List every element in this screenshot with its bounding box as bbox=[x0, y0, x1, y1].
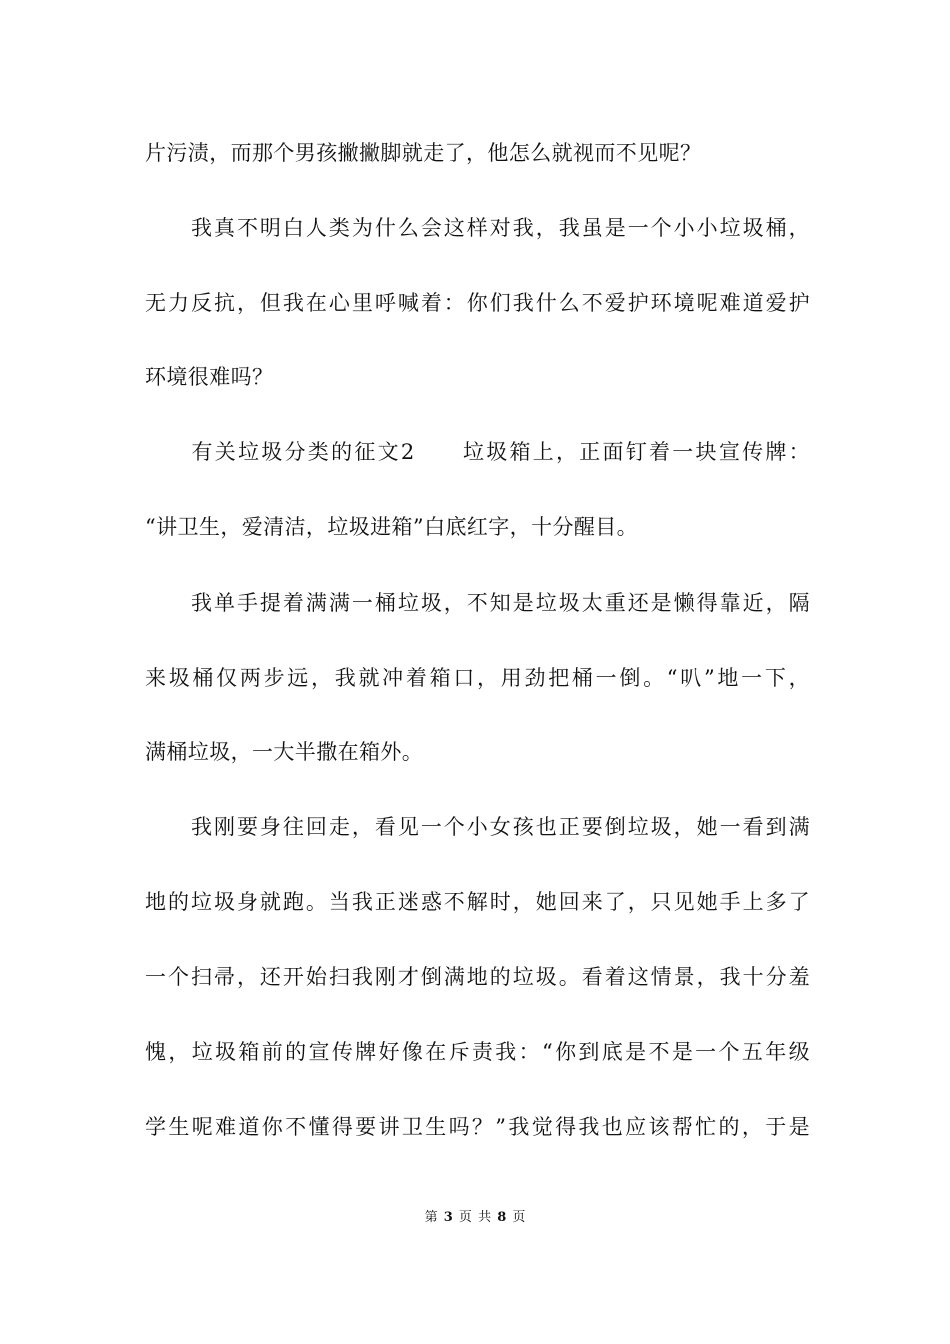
footer-total-pages: 8 bbox=[497, 1210, 507, 1225]
text-line-7: 我单手提着满满一桶垃圾，不知是垃圾太重还是懒得靠近，隔 bbox=[145, 591, 810, 615]
text-line-12: 一个扫帚，还开始扫我刚才倒满地的垃圾。看着这情景，我十分羞 bbox=[145, 965, 810, 989]
footer-page-word: 页 bbox=[458, 1210, 472, 1225]
text-line-13: 愧，垃圾箱前的宣传牌好像在斥责我：“你到底是不是一个五年级 bbox=[145, 1040, 810, 1064]
text-line-2: 我真不明白人类为什么会这样对我，我虽是一个小小垃圾桶， bbox=[145, 216, 810, 240]
footer-current-page: 3 bbox=[443, 1210, 453, 1225]
text-line-1: 片污渍，而那个男孩撇撇脚就走了，他怎么就视而不见呢？ bbox=[145, 141, 702, 165]
text-line-6: “讲卫生，爱清洁，垃圾进箱”白底红字，十分醒目。 bbox=[145, 515, 639, 539]
footer-suffix: 页 bbox=[512, 1210, 526, 1225]
text-line-11: 地的垃圾身就跑。当我正迷惑不解时，她回来了，只见她手上多了 bbox=[145, 890, 810, 914]
footer-prefix: 第 bbox=[424, 1210, 438, 1225]
text-line-3: 无力反抗，但我在心里呼喊着：你们我什么不爱护环境呢难道爱护 bbox=[145, 291, 810, 315]
text-line-14: 学生呢难道你不懂得要讲卫生吗？”我觉得我也应该帮忙的，于是 bbox=[145, 1115, 810, 1139]
footer-total-prefix: 共 bbox=[478, 1210, 492, 1225]
text-line-8: 来圾桶仅两步远，我就冲着箱口，用劲把桶一倒。“叭”地一下， bbox=[145, 666, 810, 690]
page-footer bbox=[0, 1209, 950, 1227]
text-line-5: 有关垃圾分类的征文2 垃圾箱上，正面钉着一块宣传牌： bbox=[145, 440, 810, 464]
text-line-10: 我刚要身往回走，看见一个小女孩也正要倒垃圾，她一看到满 bbox=[145, 815, 810, 839]
text-line-4: 环境很难吗？ bbox=[145, 365, 274, 389]
text-line-9: 满桶垃圾，一大半撒在箱外。 bbox=[145, 740, 424, 764]
